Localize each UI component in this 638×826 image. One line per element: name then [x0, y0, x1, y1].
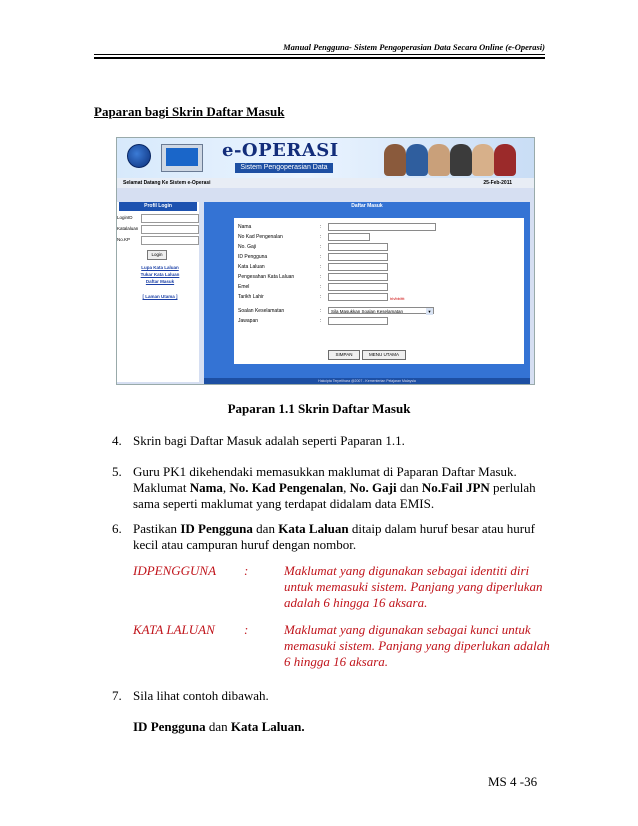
definition-text: adalah 6 hingga 16 aksara. — [284, 595, 428, 610]
field-label: Emel — [238, 284, 250, 290]
definition-term: KATA LALUAN — [133, 622, 215, 637]
no-kad-pengenalan-input[interactable] — [328, 233, 370, 241]
item-5-line3: sama seperti maklumat yang terdapat didalam data EMIS. — [133, 496, 435, 511]
field-label: Nama — [238, 224, 252, 230]
item-7-example: ID Pengguna dan Kata Laluan. — [133, 719, 305, 734]
definition-text: untuk memasuki sistem. Panjang yang diperlukan — [284, 579, 543, 594]
document-header-title: Manual Pengguna- Sistem Pengoperasian Data Secara Online (e-Operasi) — [283, 42, 545, 52]
login-panel — [117, 202, 199, 382]
tukar-kata-laluan-link[interactable]: Tukar Kata Laluan — [140, 272, 180, 277]
field-label: Kata Laluan — [238, 264, 265, 270]
lupa-kata-laluan-link[interactable]: Lupa Kata Laluan — [141, 265, 179, 270]
field-label: No Kad Pengenalan — [238, 234, 283, 240]
item-7-text: Sila lihat contoh dibawah. — [133, 688, 269, 703]
field-label: Jawapan — [238, 318, 259, 324]
definition-text: memasuki sistem. Panjang yang diperlukan adalah — [284, 638, 550, 653]
loginid-input[interactable] — [141, 214, 199, 223]
item-6-line1: Pastikan ID Pengguna dan Kata Laluan ditaip dalam huruf besar atau huruf — [133, 521, 535, 536]
daftar-masuk-form-panel — [204, 202, 530, 378]
figure-caption: Paparan 1.1 Skrin Daftar Masuk — [227, 401, 411, 416]
people-photo-icon — [380, 140, 530, 176]
menu-utama-button[interactable]: MENU UTAMA — [362, 350, 406, 360]
item-5-line2: Maklumat Nama, No. Kad Pengenalan, No. Gaji dan No.Fail JPN perlulah — [133, 480, 536, 495]
definition-text: Maklumat yang digunakan sebagai identiti diri — [284, 563, 530, 578]
form-heading: Daftar Masuk — [351, 203, 383, 209]
section-heading: Paparan bagi Skrin Daftar Masuk — [94, 104, 285, 119]
field-label: Soalan Keselamatan — [238, 308, 285, 314]
registration-form: Nama : No Kad Pengenalan : No. Gaji : ID Pengguna : Kata Laluan : Pengesahan Kata Laluan : Emel : Tarikh Lahir : hh/bb/ttt Soalan Keselamatan : Sila Masukkan Soalan Keselamatan ▼ Jawapan : SIMPAN MENU UTAMA — [234, 218, 524, 364]
daftar-masuk-screenshot — [116, 137, 535, 385]
item-4-text: Skrin bagi Daftar Masuk adalah seperti Paparan 1.1. — [133, 433, 405, 448]
header-rule-thick — [94, 57, 545, 59]
jawapan-input[interactable] — [328, 317, 388, 325]
nama-input[interactable] — [328, 223, 436, 231]
simpan-button[interactable]: SIMPAN — [328, 350, 360, 360]
emel-input[interactable] — [328, 283, 388, 291]
current-date: 25-Feb-2011 — [483, 180, 512, 186]
laman-utama-link[interactable]: [ Laman Utama ] — [142, 294, 178, 299]
katalaluan-label: Katalaluan — [117, 226, 139, 231]
field-label: No. Gaji — [238, 244, 257, 250]
tarikh-lahir-input[interactable] — [328, 293, 388, 301]
item-number: 4. — [112, 433, 122, 448]
definition-term: IDPENGGUNA — [133, 563, 217, 578]
item-number: 5. — [112, 464, 122, 479]
katalaluan-input[interactable] — [141, 225, 199, 234]
header-rule — [94, 54, 545, 55]
app-footer: Hakcipta Terpelihara @2007 - Kementerian Pelajaran Malaysia — [204, 378, 530, 384]
daftar-masuk-link[interactable]: Daftar Masuk — [145, 279, 175, 284]
chevron-down-icon: ▼ — [427, 309, 432, 314]
field-label: ID Pengguna — [238, 254, 268, 260]
pengesahan-kata-laluan-input[interactable] — [328, 273, 388, 281]
definition-text: Maklumat yang digunakan sebagai kunci untuk — [284, 622, 531, 637]
item-5-line1: Guru PK1 dikehendaki memasukkan maklumat di Paparan Daftar Masuk. — [133, 464, 517, 479]
item-number: 7. — [112, 688, 122, 703]
date-format-hint: hh/bb/ttt — [390, 296, 405, 301]
laptop-icon — [161, 144, 203, 172]
loginid-label: LoginID — [117, 215, 133, 220]
welcome-bar — [117, 178, 534, 188]
nokp-label: No.KP — [117, 237, 131, 242]
item-6-line2: kecil atau campuran huruf dengan nombor. — [133, 537, 357, 552]
no-gaji-input[interactable] — [328, 243, 388, 251]
id-pengguna-input[interactable] — [328, 253, 388, 261]
nokp-input[interactable] — [141, 236, 199, 245]
app-banner — [117, 138, 534, 178]
ministry-logo-icon — [127, 144, 151, 168]
app-brand-subtitle: Sistem Pengoperasian Data — [235, 163, 333, 173]
kata-laluan-input[interactable] — [328, 263, 388, 271]
definition-text: 6 hingga 16 aksara. — [284, 654, 388, 669]
item-number: 6. — [112, 521, 122, 536]
field-label: Tarikh Lahir — [238, 294, 264, 300]
login-button[interactable]: Login — [147, 250, 167, 260]
app-brand: e-OPERASI — [222, 140, 339, 161]
page-number: MS 4 -36 — [488, 774, 538, 789]
profil-login-heading: Profil Login — [119, 202, 197, 211]
welcome-text: Selamat Datang Ke Sistem e-Operasi — [123, 180, 211, 186]
soalan-keselamatan-select[interactable]: Sila Masukkan Soalan Keselamatan ▼ — [328, 307, 434, 314]
field-label: Pengesahan Kata Laluan — [238, 274, 295, 280]
